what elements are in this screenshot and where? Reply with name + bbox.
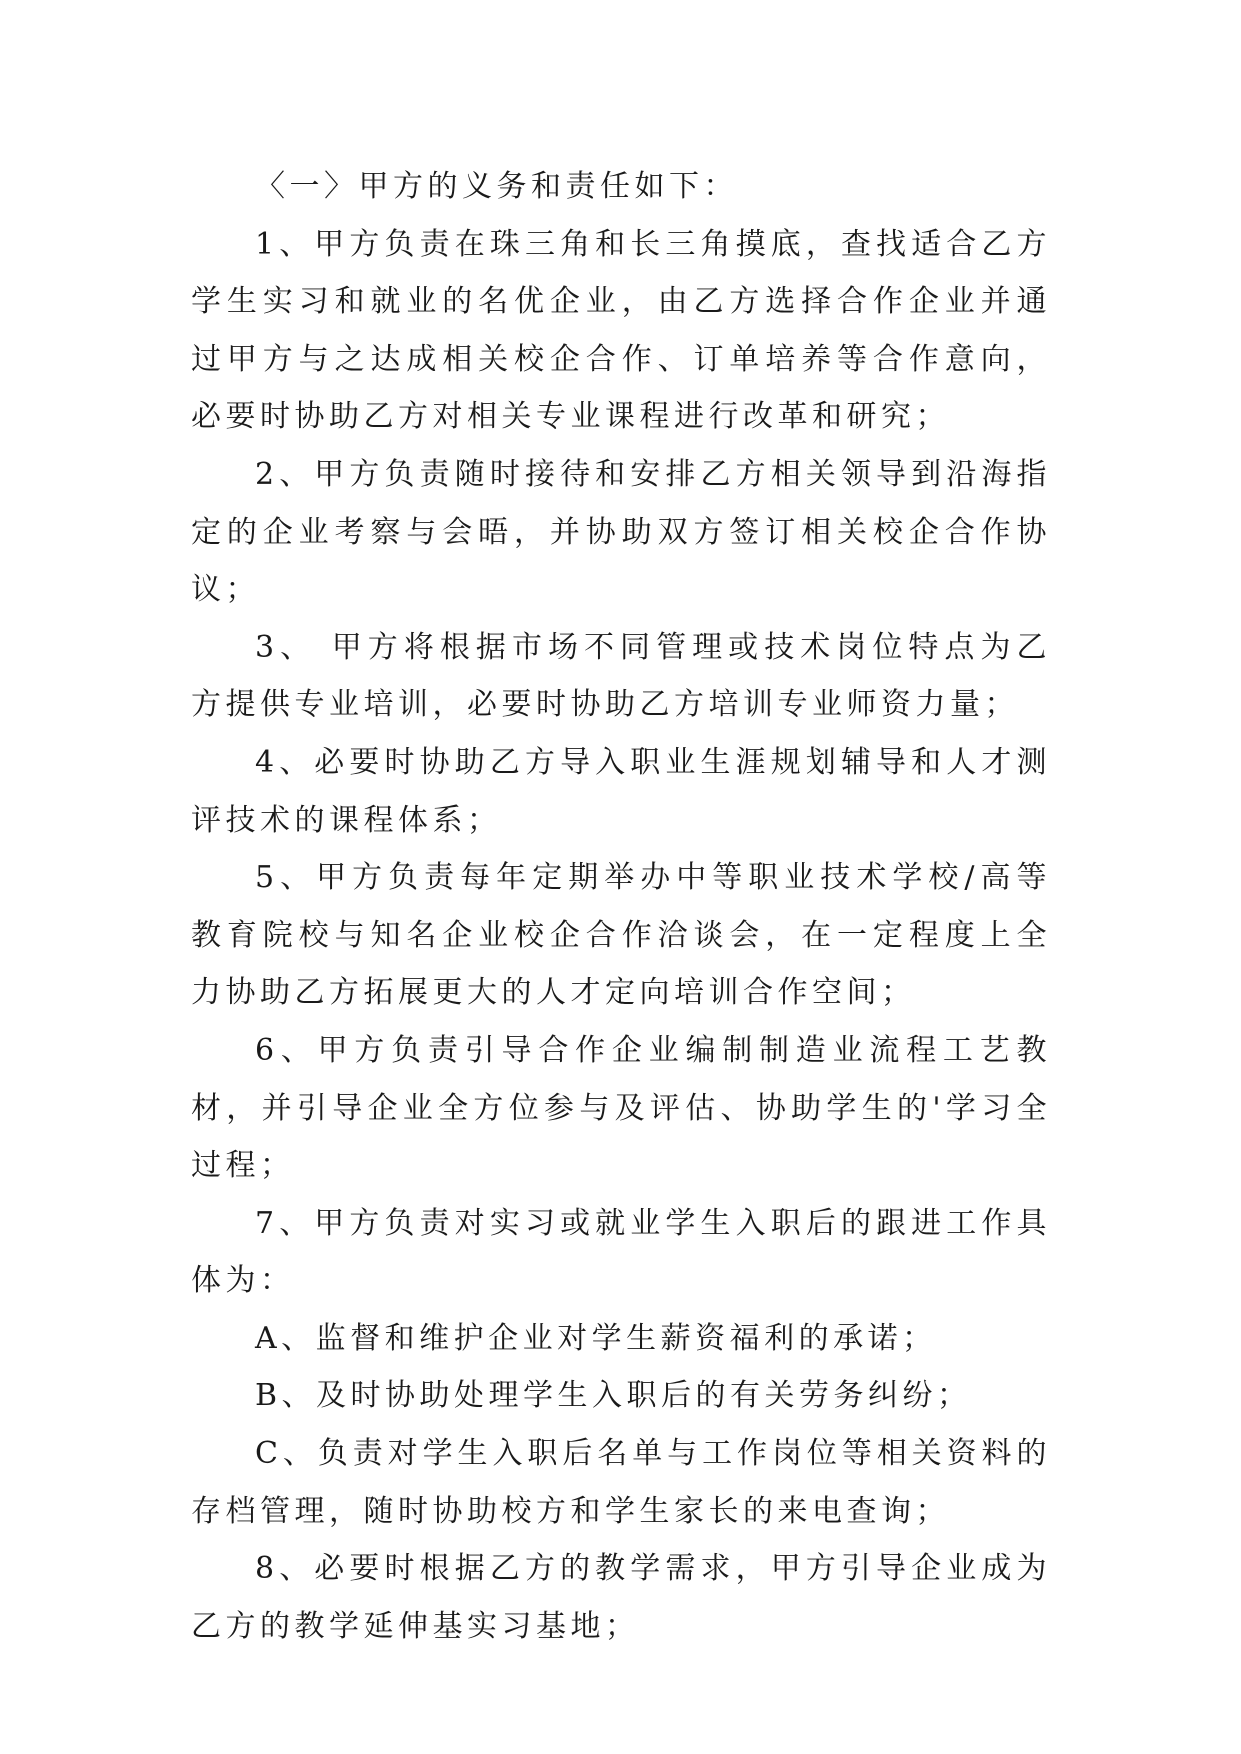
paragraph-item-6: 6、甲方负责引导合作企业编制制造业流程工艺教材，并引导企业全方位参与及评估、协助学生的'学习全过程； [191,1032,1051,1184]
paragraph-item-1: 1、甲方负责在珠三角和长三角摸底，查找适合乙方学生实习和就业的名优企业，由乙方选择合作企业并通过甲方与之达成相关校企合作、订单培养等合作意向，必要时协助乙方对相关专业课程进行改革和研究； [191,226,1051,435]
paragraph-item-5: 5、甲方负责每年定期举办中等职业技术学校/高等教育院校与知名企业校企合作洽谈会，在一定程度上全力协助乙方拓展更大的人才定向培训合作空间； [191,860,1051,1011]
paragraph-item-3: 3、 甲方将根据市场不同管理或技术岗位特点为乙方提供专业培训，必要时协助乙方培训专业师资力量； [191,629,1051,723]
paragraph-item-7a: A、监督和维护企业对学生薪资福利的承诺； [255,1320,937,1356]
paragraph-item-7: 7、甲方负责对实习或就业学生入职后的跟进工作具体为： [191,1205,1051,1299]
document-body [191,158,1051,1655]
section-heading: 〈一〉甲方的义务和责任如下： [255,169,738,204]
paragraph-item-2: 2、甲方负责随时接待和安排乙方相关领导到沿海指定的企业考察与会晤，并协助双方签订相关校企合作协议； [191,456,1051,608]
paragraph-item-7b: B、及时协助处理学生入职后的有关劳务纠纷； [255,1378,972,1414]
paragraph-item-8: 8、必要时根据乙方的教学需求，甲方引导企业成为乙方的教学延伸基实习基地； [191,1551,1051,1644]
paragraph-item-4: 4、必要时协助乙方导入职业生涯规划辅导和人才测评技术的课程体系； [191,744,1051,838]
paragraph-item-7c: C、负责对学生入职后名单与工作岗位等相关资料的存档管理，随时协助校方和学生家长的来电查询； [191,1436,1051,1529]
